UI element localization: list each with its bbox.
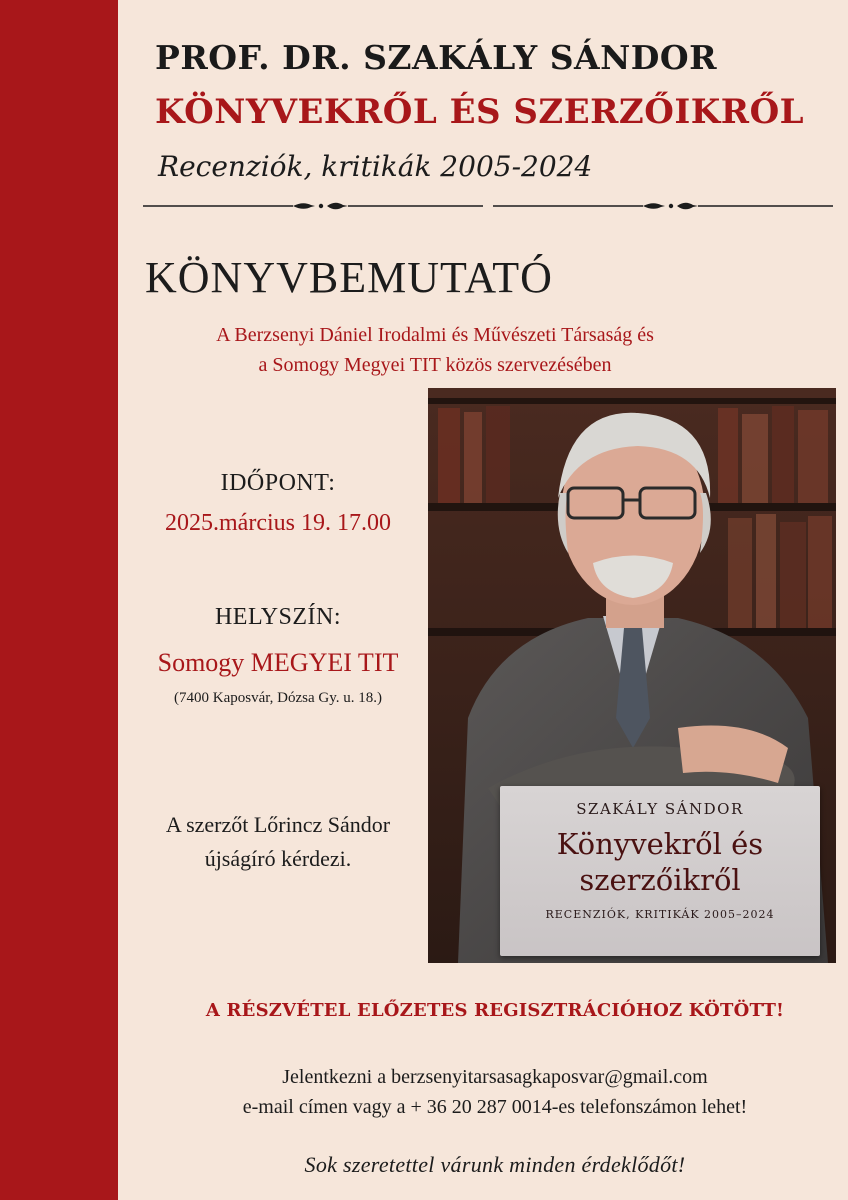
organizer-line-1: A Berzsenyi Dániel Irodalmi és Művészeti Társaság és (216, 324, 654, 346)
book-cover-subtitle: RECENZIÓK, KRITIKÁK 2005–2024 (545, 908, 775, 921)
ornamental-divider-icon (493, 196, 833, 216)
registration-notice: A RÉSZVÉTEL ELŐZETES REGISZTRÁCIÓHOZ KÖTÖTT! (205, 1000, 785, 1021)
organizer-line-2: a Somogy Megyei TIT közös szervezésében (258, 354, 612, 376)
closing-message: Sok szeretettel várunk minden érdeklődőt! (304, 1152, 686, 1177)
location-address: (7400 Kaposvár, Dózsa Gy. u. 18.) (174, 690, 382, 706)
date-label: IDŐPONT: (220, 470, 336, 496)
host-line-1: A szerzőt Lőrincz Sándor (165, 812, 391, 837)
red-sidebar-band (0, 0, 118, 1200)
book-cover-card (500, 786, 820, 956)
ornamental-divider-icon (143, 196, 483, 216)
host-text (118, 808, 438, 876)
location-label: HELYSZÍN: (214, 604, 342, 630)
contact-line-1: Jelentkezni a berzsenyitarsasagkaposvar@gmail.com (282, 1066, 708, 1088)
organizer-text (140, 320, 730, 380)
book-cover-title (500, 826, 820, 898)
book-cover-title-line-2: szerzőikről (579, 863, 741, 897)
location-value: Somogy MEGYEI TIT (157, 648, 399, 677)
contact-info (160, 1062, 830, 1122)
host-line-2: újságíró kérdezi. (204, 846, 352, 871)
author-name: PROF. DR. SZAKÁLY SÁNDOR (155, 38, 718, 77)
author-photo (428, 388, 836, 963)
event-type-heading: KÖNYVBEMUTATÓ (145, 253, 553, 302)
book-cover-title-line-1: Könyvekről és (556, 827, 764, 861)
book-cover-author: SZAKÁLY SÁNDOR (576, 800, 744, 818)
book-title-heading: KÖNYVEKRŐL ÉS SZERZŐIKRŐL (155, 92, 805, 132)
contact-line-2: e-mail címen vagy a + 36 20 287 0014-es telefonszámon lehet! (242, 1096, 748, 1118)
date-value: 2025.március 19. 17.00 (165, 510, 391, 536)
book-subtitle: Recenziók, kritikák 2005-2024 (158, 150, 593, 183)
